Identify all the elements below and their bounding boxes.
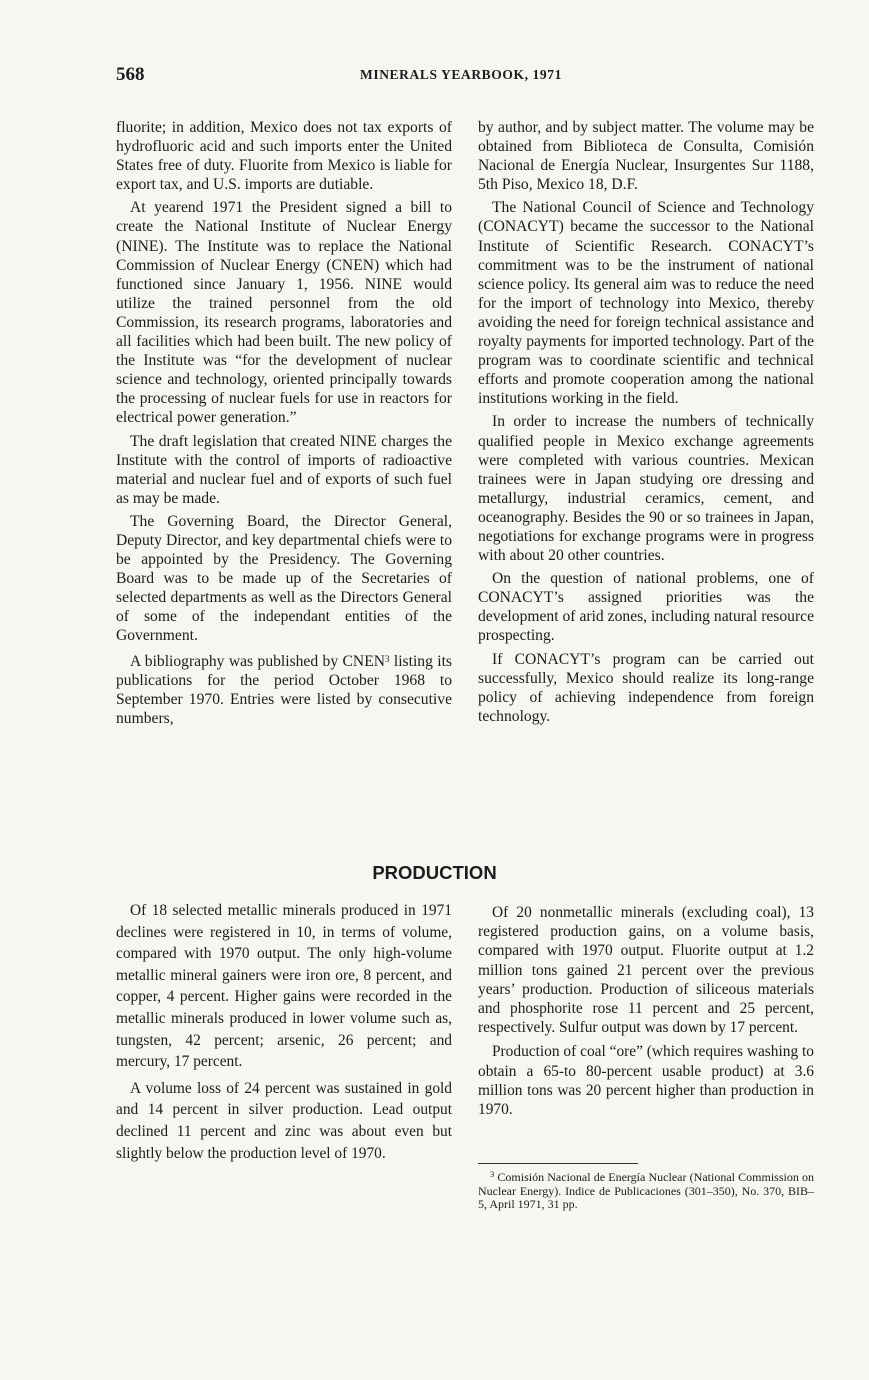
production-right-column [478, 903, 814, 1119]
paragraph: At yearend 1971 the President signed a bill to create the National Institute of Nuclear Energy (NINE). The Institute was to replace the National Commission of Nuclear Energy (CNEN) which had functioned since January 1, 1956. NINE would utilize the trained personnel from the old Commission, its research programs, laboratories and all facilities which had been built. The new policy of the Institute was “for the development of nuclear science and technology, oriented principally towards the processing of nuclear fuels for use in reactors for electrical power generation.” [116, 199, 452, 427]
left-text-column [116, 118, 452, 728]
paragraph: If CONACYT’s program can be carried out successfully, Mexico should realize its long-range policy of achieving independence from foreign technology. [478, 650, 814, 725]
paragraph: In order to increase the numbers of technically qualified people in Mexico exchange agreements were completed with various countries. Mexican trainees were in Japan studying ore dressing and metallurgy, industrial ceramics, cement, and oceanography. Besides the 90 or so trainees in Japan, negotiations for exchange programs were in progress with about 20 other countries. [478, 413, 814, 565]
paragraph: Of 20 nonmetallic minerals (excluding coal), 13 registered production gains, on a volume basis, compared with 1970 output. Fluorite output at 1.2 million tons gained 21 percent over the previous years’ production. Production of siliceous materials and phosphorite rose 11 percent and 25 percent, respectively. Sulfur output was down by 17 percent. [478, 904, 814, 1037]
paragraph [116, 650, 452, 728]
section-heading: PRODUCTION [372, 862, 497, 883]
paragraph: fluorite; in addition, Mexico does not tax exports of hydrofluoric acid and such imports enter the United States free of duty. Fluorite from Mexico is liable for export tax, and U.S. imports are dutiable. [116, 119, 452, 194]
footnote-reference: 3 [384, 653, 390, 664]
paragraph: Of 18 selected metallic minerals produced in 1971 declines were registered in 10, in terms of volume, compared with 1970 output. The only high-volume metallic mineral gainers were iron ore, 8 percent, and copper, 4 percent. Higher gains were recorded in the metallic minerals produced in lower volume such as, tungsten, 42 percent; arsenic, 26 percent; and mercury, 17 percent. [116, 902, 452, 1071]
paragraph: The draft legislation that created NINE charges the Institute with the control of imports of radioactive material and nuclear fuel and of exports of such fuel as may be made. [116, 432, 452, 507]
page-number: 568 [116, 64, 145, 85]
paragraph: The Governing Board, the Director General, Deputy Director, and key departmental chiefs were to be appointed by the Presidency. The Governing Board was to be made up of the Secretaries of selected departments as well as the Directors General of some of the independant entities of the Government. [116, 512, 452, 645]
paragraph: Production of coal “ore” (which requires washing to obtain a 65-to 80-percent usable product) at 3.6 million tons was 20 percent higher than production in 1970. [478, 1043, 814, 1119]
paragraph: On the question of national problems, one of CONACYT’s assigned priorities was the development of arid zones, including natural resource prospecting. [478, 570, 814, 645]
production-left-column [116, 900, 452, 1164]
footnote-divider [478, 1163, 638, 1164]
paragraph: by author, and by subject matter. The volume may be obtained from Biblioteca de Consulta, Comisión Nacional de Energía Nuclear, Insurgentes Sur 1188, 5th Piso, Mexico 18, D.F. [478, 119, 814, 194]
footnote [478, 1168, 814, 1212]
running-head: MINERALS YEARBOOK, 1971 [360, 67, 562, 82]
paragraph-text: A bibliography was published by CNEN [130, 652, 385, 670]
paragraph: A volume loss of 24 percent was sustained in gold and 14 percent in silver production. Lead output declined 11 percent and zinc was about even but slightly below the production level of 1970. [116, 1079, 452, 1162]
footnote-number: 3 [490, 1169, 495, 1179]
right-text-column [478, 118, 814, 726]
paragraph: The National Council of Science and Technology (CONACYT) became the successor to the National Institute of Scientific Research. CONACYT’s commitment was to be the instrument of national science policy. Its general aim was to reduce the need for the import of technology into Mexico, thereby avoiding the need for foreign technical assistance and royalty payments for imported technology. Part of the program was to coordinate scientific and technical efforts and promote cooperation among the national institutions working in the field. [478, 199, 814, 408]
footnote-text: Comisión Nacional de Energía Nuclear (National Commission on Nuclear Energy). Indice de Publicaciones (301–350), No. 370, BIB–5, April 1971, 31 pp. [478, 1170, 814, 1212]
paragraph-text: listing its publications for the period October 1968 to September 1970. Entries were listed by consecutive numbers, [116, 652, 452, 727]
